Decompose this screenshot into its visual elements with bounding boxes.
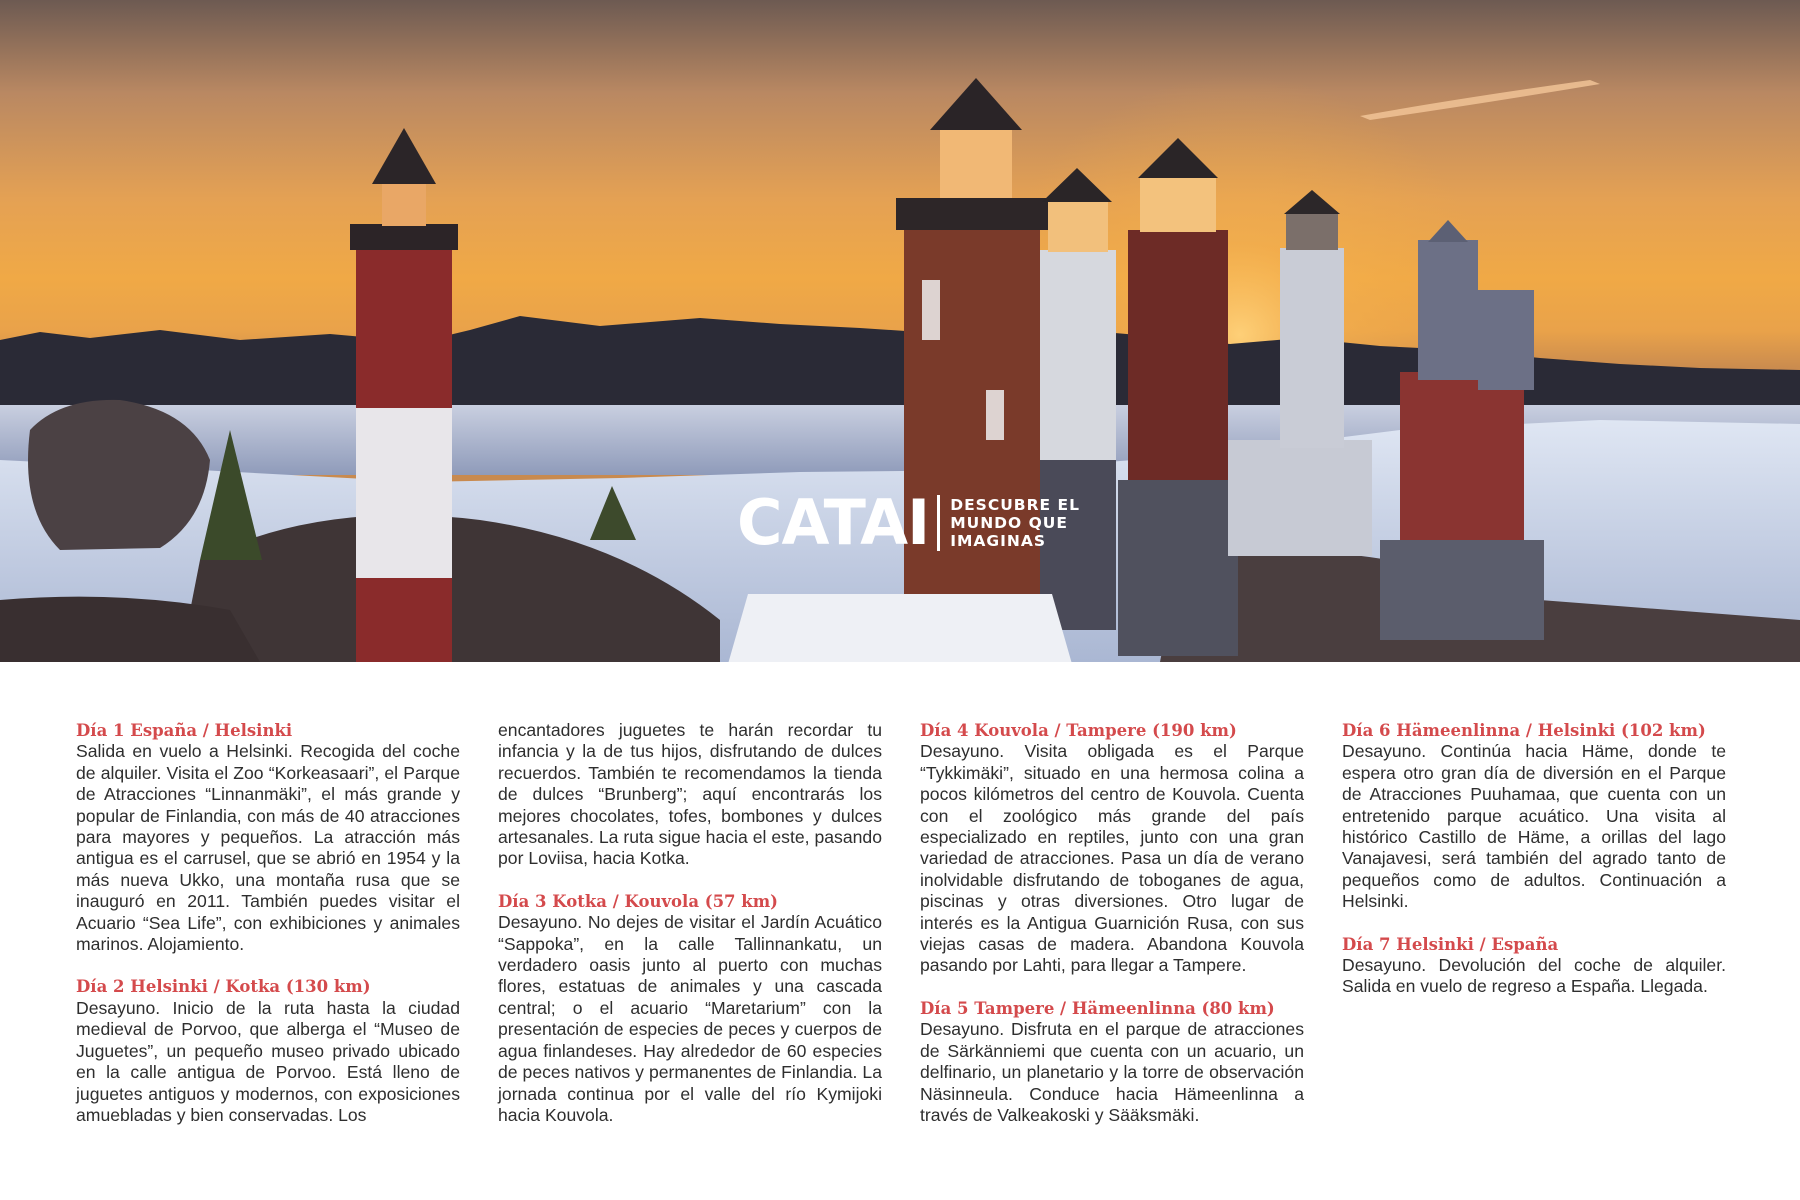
day-title: Día 3 Kotka / Kouvola (57 km)	[498, 891, 778, 911]
day-description: Desayuno. No dejes de visitar el Jardín Acuático “Sappoka”, en la calle Tallinnankatu, un verdadero oasis junto al puerto con muchas flores, estatuas de animales y una cascada central; o el acuario “Maretarium” con la presentación de especies de peces y cuerpos de agua finlandeses. Hay alrededor de 60 especies de peces nativos y permanentes de Finlandia. La jornada continua por el valle del río Kymijoki hacia Kouvola.	[498, 912, 882, 1125]
itinerary-column	[920, 720, 1304, 1160]
day-section	[1342, 934, 1726, 998]
day-section	[76, 976, 460, 1126]
day-title: Día 2 Helsinki / Kotka (130 km)	[76, 977, 371, 997]
catai-logo	[737, 486, 1080, 559]
day-section	[1342, 720, 1726, 913]
itinerary-column	[1342, 720, 1726, 1160]
day-description: Salida en vuelo a Helsinki. Recogida del coche de alquiler. Visita el Zoo “Korkeasaari”, el Parque de Atracciones “Linnanmäki”, el más grande y popular de Finlandia, con más de 40 atracciones para mayores y pequeños. La atracción más antigua es el carrusel, que se abrió en 1954 y la más nueva Ukko, una montaña rusa que se inauguró en 2011. También puedes visitar el Acuario “Sea Life”, con exhibiciones y animales marinos. Alojamiento.	[76, 741, 460, 955]
day-title: Día 6 Hämeenlinna / Helsinki (102 km)	[1342, 721, 1706, 740]
day-section-continued	[498, 720, 882, 870]
day-section	[498, 891, 882, 1126]
day-description: Desayuno. Inicio de la ruta hasta la ciudad medieval de Porvoo, que alberga el “Museo de Juguetes”, un pequeño museo privado ubicado en la calle antigua de Porvoo. Está lleno de juguetes antiguos y modernos, con exposiciones amuebladas y bien conservadas. Los	[76, 997, 460, 1125]
logo-tagline-line: MUNDO QUE	[950, 514, 1068, 532]
day-title: Día 1 España / Helsinki	[76, 721, 293, 740]
day-section	[920, 720, 1304, 977]
day-description: Desayuno. Devolución del coche de alquiler. Salida en vuelo de regreso a España. Llegada.	[1342, 955, 1726, 997]
day-description: Desayuno. Disfruta en el parque de atracciones de Särkänniemi que cuenta con un acuario, un delfinario, un planetario y la torre de observación Näsinneula. Conduce hacia Hämeenlinna a través de Valkeakoski y Sääksmäki.	[920, 1019, 1304, 1125]
logo-tagline-line: IMAGINAS	[950, 532, 1047, 550]
logo-brand: CATAI	[737, 486, 930, 559]
day-title: Día 7 Helsinki / España	[1342, 934, 1559, 954]
day-description: Desayuno. Visita obligada es el Parque “Tykkimäki”, situado en una hermosa colina a pocos kilómetros del centro de Kouvola. Cuenta con el zoológico más grande del país especializado en reptiles, junto con una gran variedad de atracciones. Pasa un día de verano inolvidable disfrutando de toboganes de agua, piscinas y otras diversiones. Otro lugar de interés es la Antigua Guarnición Rusa, con sus viejas casas de madera. Abandona Kouvola pasando por Lahti, para llegar a Tampere.	[920, 741, 1304, 976]
day-title: Día 4 Kouvola / Tampere (190 km)	[920, 721, 1237, 740]
logo-tagline-line: DESCUBRE EL	[950, 496, 1080, 514]
day-description: Desayuno. Continúa hacia Häme, donde te espera otro gran día de diversión en el Parque de Atracciones Puuhamaa, que cuenta con un entretenido parque acuático. Una visita al histórico Castillo de Häme, a orillas del lago Vanajavesi, será también del agrado tanto de pequeños como de adultos. Continuación a Helsinki.	[1342, 741, 1726, 912]
logo-tagline	[950, 496, 1080, 550]
day-section	[76, 720, 460, 955]
itinerary-columns	[76, 720, 1724, 1160]
day-section	[920, 998, 1304, 1126]
day-description: encantadores juguetes te harán recordar tu infancia y la de tus hijos, disfrutando de dulces recuerdos. También te recomendamos la tienda de dulces “Brunberg”; aquí encontrarás los mejores chocolates, tofes, bombones y dulces artesanales. La ruta sigue hacia el este, pasando por Loviisa, hacia Kotka.	[498, 720, 882, 869]
itinerary-column	[498, 720, 882, 1160]
header-tab-notch	[728, 594, 1072, 662]
logo-divider	[937, 495, 940, 551]
day-title: Día 5 Tampere / Hämeenlinna (80 km)	[920, 998, 1275, 1018]
itinerary-column	[76, 720, 460, 1160]
